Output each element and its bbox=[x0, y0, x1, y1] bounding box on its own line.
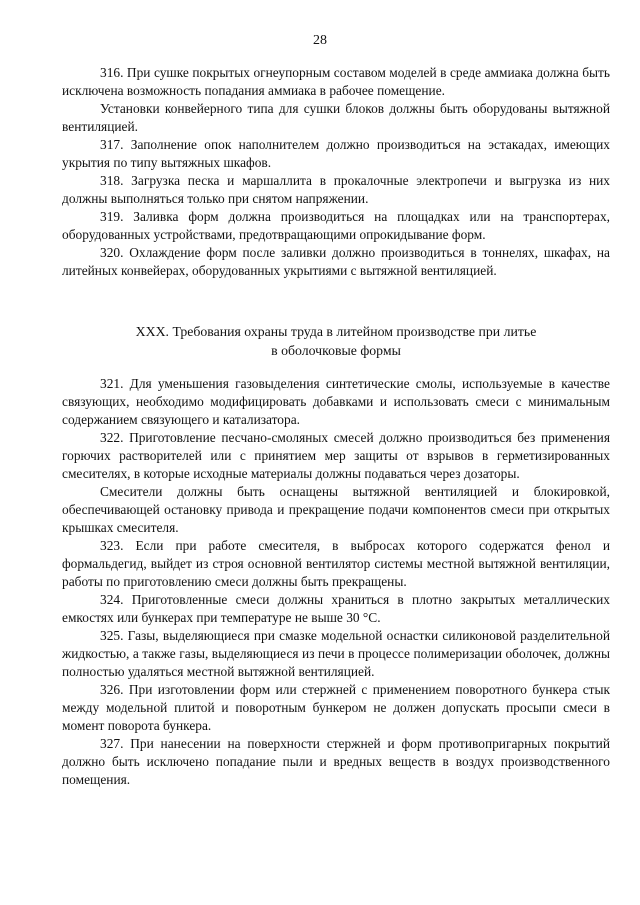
paragraph-318: 318. Загрузка песка и маршаллита в прокалочные электропечи и выгрузка из них должны выполняться только при снятом напряжении. bbox=[62, 173, 610, 206]
paragraph-327: 327. При нанесении на поверхности стержней и форм противопригарных покрытий должно быть исключено попадание пыли и вредных веществ в воздух производственного помещения. bbox=[62, 736, 610, 787]
page-number: 28 bbox=[313, 33, 327, 48]
section-heading-line-2: в оболочковые формы bbox=[271, 343, 401, 358]
paragraph-316-continuation: Установки конвейерного типа для сушки блоков должны быть оборудованы вытяжной вентиляцией. bbox=[62, 101, 610, 134]
section-heading bbox=[62, 322, 610, 360]
paragraph-324: 324. Приготовленные смеси должны храниться в плотно закрытых металлических емкостях или бункерах при температуре не выше 30 °С. bbox=[62, 592, 610, 625]
paragraph-316: 316. При сушке покрытых огнеупорным составом моделей в среде аммиака должна быть исключена возможность попадания аммиака в рабочее помещение. bbox=[62, 65, 610, 98]
paragraph-326: 326. При изготовлении форм или стержней с применением поворотного бункера стык между модельной плитой и поворотным бункером не должен допускать просыпи смеси в момент поворота бункера. bbox=[62, 682, 610, 733]
paragraph-319: 319. Заливка форм должна производиться на площадках или на транспортерах, оборудованных устройствами, предотвращающими опрокидывание форм. bbox=[62, 209, 610, 242]
section-heading-line-1: XXX. Требования охраны труда в литейном производстве при литье bbox=[135, 324, 537, 339]
paragraph-317: 317. Заполнение опок наполнителем должно производиться на эстакадах, имеющих укрытия по типу вытяжных шкафов. bbox=[62, 137, 610, 170]
paragraph-321: 321. Для уменьшения газовыделения синтетические смолы, используемые в качестве связующих, необходимо модифицировать добавками и использовать смеси с минимальным содержанием связующего и катализатора. bbox=[62, 376, 610, 427]
paragraph-322-continuation: Смесители должны быть оснащены вытяжной вентиляцией и блокировкой, обеспечивающей остановку привода и прекращение подачи компонентов смеси при открытых крышках смесителя. bbox=[62, 484, 610, 535]
section-one-text bbox=[62, 64, 610, 280]
paragraph-320: 320. Охлаждение форм после заливки должно производиться в тоннелях, шкафах, на литейных конвейерах, оборудованных укрытиями с вытяжной вентиляцией. bbox=[62, 245, 610, 278]
paragraph-322: 322. Приготовление песчано-смоляных смесей должно производиться без применения горючих растворителей или с принятием мер защиты от взрывов в герметизированных смесителях, в которые исходные материалы должны подаваться через дозаторы. bbox=[62, 430, 610, 481]
paragraph-325: 325. Газы, выделяющиеся при смазке модельной оснастки силиконовой разделительной жидкостью, а также газы, выделяющиеся из печи в процессе полимеризации оболочек, должны полностью удаляться местной вытяжной вентиляцией. bbox=[62, 628, 610, 679]
section-two-text bbox=[62, 375, 610, 789]
paragraph-323: 323. Если при работе смесителя, в выбросах которого содержатся фенол и формальдегид, выйдет из строя основной вентилятор системы местной вытяжной вентиляции, работы по приготовлению смеси должны быть прекращены. bbox=[62, 538, 610, 589]
